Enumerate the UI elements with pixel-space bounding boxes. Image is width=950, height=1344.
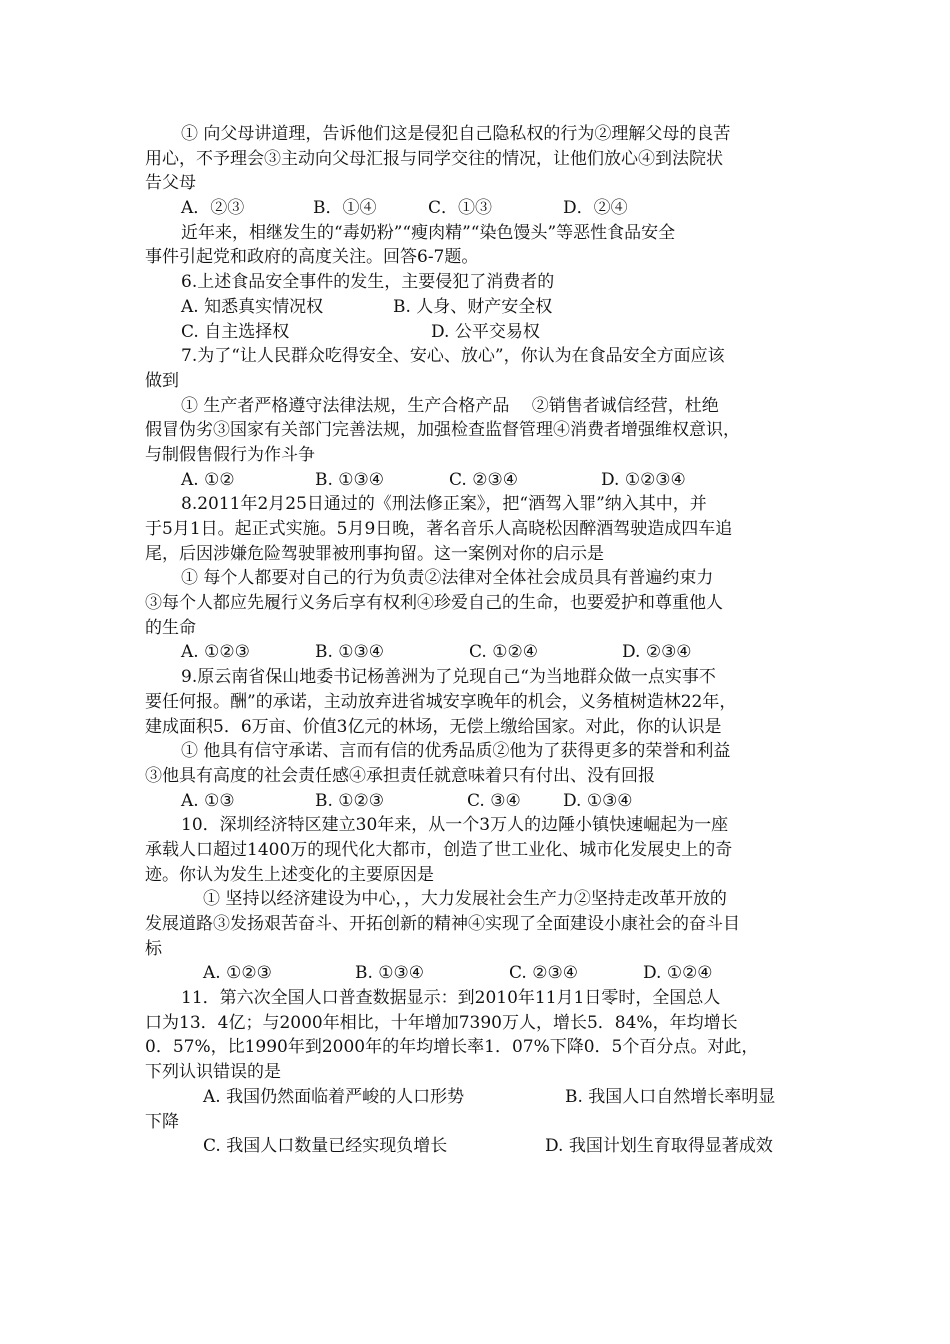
q10-stem-line-2: 承载人口超过1400万的现代化大都市，创造了世工业化、城市化发展史上的奇 bbox=[145, 839, 733, 860]
q6-stem: 6.上述食品安全事件的发生，主要侵犯了消费者的 bbox=[181, 272, 555, 293]
q9-options bbox=[145, 789, 810, 814]
q10-option-d: D. ①②④ bbox=[643, 963, 713, 984]
q5-option-c: C．①③ bbox=[428, 198, 493, 219]
q7-option-b: B. ①③④ bbox=[315, 469, 385, 490]
q11-stem-line-4: 下列认识错误的是 bbox=[145, 1062, 281, 1083]
q7-options bbox=[145, 468, 810, 493]
q5-line-1: ① 向父母讲道理，告诉他们这是侵犯自己隐私权的行为②理解父母的良苦 bbox=[181, 124, 731, 144]
q10-stem-line-1: 10．深圳经济特区建立30年来，从一个3万人的边陲小镇快速崛起为一座 bbox=[181, 815, 729, 836]
q7-stem-line-2: 做到 bbox=[145, 370, 179, 391]
q8-option-c: C. ①②④ bbox=[469, 642, 538, 663]
q10-line-3: 标 bbox=[145, 938, 162, 959]
q10-option-c: C. ②③④ bbox=[509, 963, 578, 984]
q8-option-a: A. ①②③ bbox=[181, 642, 250, 663]
q11-option-d: D. 我国计划生育取得显著成效 bbox=[545, 1136, 773, 1157]
q10-stem-line-3: 迹。你认为发生上述变化的主要原因是 bbox=[145, 864, 434, 885]
q6-option-b: B. 人身、财产安全权 bbox=[393, 296, 553, 317]
q10-line-2: 发展道路③发扬艰苦奋斗、开拓创新的精神④实现了全面建设小康社会的奋斗目 bbox=[145, 914, 740, 934]
q11-option-a: A. 我国仍然面临着严峻的人口形势 bbox=[203, 1086, 465, 1107]
q8-line-2: ③每个人都应先履行义务后享有权利④珍爱自己的生命，也要爱护和尊重他人 bbox=[145, 593, 723, 614]
q6-options-row-1 bbox=[145, 295, 810, 320]
q7-option-d: D. ①②③④ bbox=[601, 469, 686, 490]
q5-options bbox=[145, 196, 810, 221]
q5-line-2: 用心，不予理会③主动向父母汇报与同学交往的情况，让他们放心④到法院状 bbox=[145, 148, 723, 169]
q9-stem-line-2: 要任何报。酬”的承诺，主动放弃进省城安享晚年的机会，义务植树造林22年， bbox=[145, 691, 737, 712]
q10-option-b: B. ①③④ bbox=[355, 963, 425, 984]
q5-option-d: D．②④ bbox=[563, 198, 628, 219]
q10-line-1: ① 坚持以经济建设为中心，，大力发展社会生产力②坚持走改革开放的 bbox=[203, 889, 727, 910]
q5-line-3: 告父母 bbox=[145, 173, 196, 194]
q11-option-c: C. 我国人口数量已经实现负增长 bbox=[203, 1136, 448, 1157]
q9-option-d: D. ①③④ bbox=[563, 790, 633, 811]
q11-options-row-1 bbox=[145, 1085, 810, 1110]
q11-option-b: B. 我国人口自然增长率明显 bbox=[565, 1086, 776, 1107]
q5-option-a: A．②③ bbox=[181, 198, 245, 219]
q8-stem-line-2: 于5月1日。起正式实施。5月9日晚，著名音乐人高晓松因醉酒驾驶造成四车追 bbox=[145, 519, 733, 539]
q6-option-c: C. 自主选择权 bbox=[181, 321, 290, 342]
q8-options bbox=[145, 640, 810, 665]
q7-line-3: 与制假售假行为作斗争 bbox=[145, 444, 315, 465]
q9-stem-line-1: 9.原云南省保山地委书记杨善洲为了兑现自己“为当地群众做一点实事不 bbox=[181, 667, 716, 688]
q6-option-a: A. 知悉真实情况权 bbox=[181, 296, 324, 317]
q7-line-1: ① 生产者严格遵守法律法规，生产合格产品 ②销售者诚信经营，杜绝 bbox=[181, 395, 719, 416]
q9-stem-line-3: 建成面积5．6万亩、价值3亿元的林场，无偿上缴给国家。对此，你的认识是 bbox=[145, 716, 722, 737]
q10-option-a: A. ①②③ bbox=[203, 963, 272, 984]
q11-stem-line-3: 0．57%，比1990年到2000年的年均增长率1．07%下降0．5个百分点。对此， bbox=[145, 1037, 759, 1058]
q5-option-b: B．①④ bbox=[313, 198, 377, 219]
q11-option-b-wrap: 下降 bbox=[145, 1111, 179, 1132]
exam-page bbox=[145, 122, 810, 1159]
q8-stem-line-1: 8.2011年2月25日通过的《刑法修正案》，把“酒驾入罪”纳入其中，并 bbox=[181, 494, 707, 515]
q8-line-3: 的生命 bbox=[145, 617, 196, 638]
q9-option-c: C. ③④ bbox=[467, 790, 521, 811]
q6-option-d: D. 公平交易权 bbox=[431, 321, 540, 342]
q8-line-1: ① 每个人都要对自己的行为负责②法律对全体社会成员具有普遍约束力 bbox=[181, 568, 714, 589]
q9-line-2: ③他具有高度的社会责任感④承担责任就意味着只有付出、没有回报 bbox=[145, 765, 655, 786]
q8-option-d: D. ②③④ bbox=[622, 642, 692, 663]
q7-stem-line-1: 7.为了“让人民群众吃得安全、安心、放心”，你认为在食品安全方面应该 bbox=[181, 346, 725, 367]
q11-stem-line-1: 11．第六次全国人口普查数据显示：到2010年11月1日零时，全国总人 bbox=[181, 988, 721, 1009]
q7-line-2: 假冒伪劣③国家有关部门完善法规，加强检查监督管理④消费者增强维权意识， bbox=[145, 420, 740, 441]
q7-option-c: C. ②③④ bbox=[449, 469, 518, 490]
q9-option-a: A. ①③ bbox=[181, 790, 235, 811]
intro67-line-1: 近年来，相继发生的“毒奶粉”“瘦肉精”“染色馒头”等恶性食品安全 bbox=[181, 222, 676, 243]
q8-stem-line-3: 尾，后因涉嫌危险驾驶罪被刑事拘留。这一案例对你的启示是 bbox=[145, 543, 604, 564]
intro67-line-2: 事件引起党和政府的高度关注。回答6-7题。 bbox=[145, 247, 479, 268]
q8-option-b: B. ①③④ bbox=[315, 642, 385, 663]
q9-option-b: B. ①②③ bbox=[315, 790, 385, 811]
q11-options-row-2 bbox=[145, 1134, 810, 1159]
q9-line-1: ① 他具有信守承诺、言而有信的优秀品质②他为了获得更多的荣誉和利益 bbox=[181, 741, 731, 762]
q7-option-a: A. ①② bbox=[181, 469, 235, 490]
q11-stem-line-2: 口为13．4亿；与2000年相比，十年增加7390万人，增长5．84%，年均增长 bbox=[145, 1012, 738, 1033]
q6-options-row-2 bbox=[145, 320, 810, 345]
q10-options bbox=[145, 961, 810, 986]
